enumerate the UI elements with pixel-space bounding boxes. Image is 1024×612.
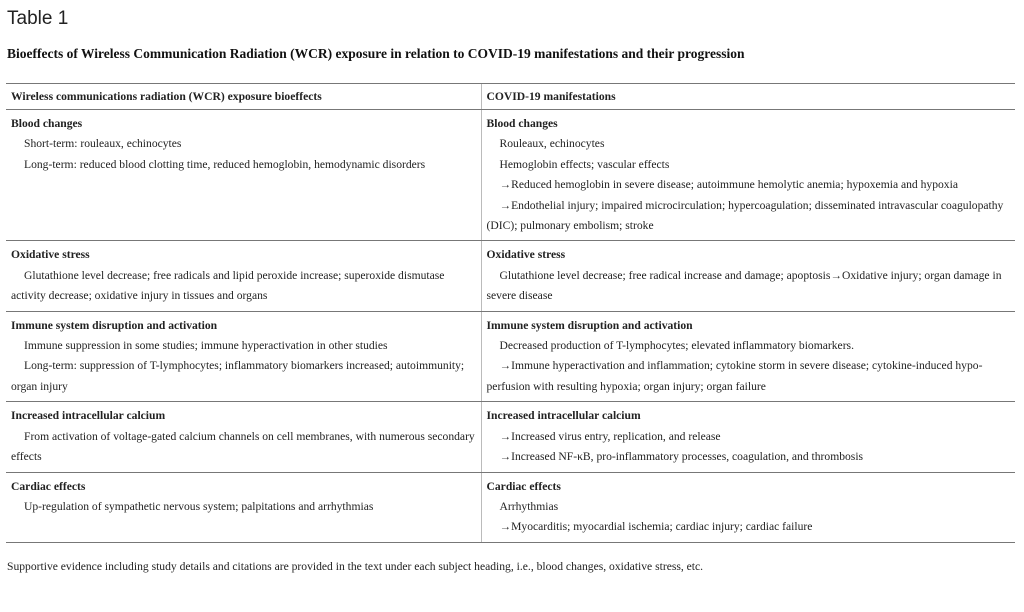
table-row [6, 241, 1015, 311]
cell-line: Rouleaux, echinocytes [499, 137, 605, 151]
wcr-cell [6, 241, 481, 311]
cell-line: →Myocarditis; myocardial ischemia; cardiac injury; cardiac failure [499, 520, 813, 534]
wcr-cell [6, 311, 481, 402]
cell-line: Up-regulation of sympathetic nervous system; palpitations and arrhythmias [24, 499, 374, 513]
table-footnote: Supportive evidence including study details and citations are provided in the text under each subject heading, i.e., blood changes, oxidative stress, etc. [7, 560, 704, 573]
cell-line: →Increased virus entry, replication, and release [499, 429, 721, 443]
column-header-covid: COVID-19 manifestations [481, 84, 1015, 110]
column-header-wcr: Wireless communications radiation (WCR) exposure bioeffects [6, 84, 481, 110]
cell-line: Glutathione level decrease; free radical increase and damage; apoptosis→Oxidative injury; organ damage in severe disease [486, 268, 1002, 303]
section-heading: Increased intracellular calcium [486, 409, 641, 423]
table-row [6, 110, 1015, 241]
cell-line: Decreased production of T-lymphocytes; elevated inflammatory biomarkers. [499, 339, 854, 353]
covid-cell [481, 402, 1015, 472]
table-caption: Bioeffects of Wireless Communication Radiation (WCR) exposure in relation to COVID-19 manifestations and their progression [7, 46, 745, 61]
covid-cell [481, 472, 1015, 542]
cell-line: From activation of voltage-gated calcium channels on cell membranes, with numerous secondary effects [11, 429, 475, 464]
bioeffects-table [6, 83, 1015, 543]
table-label: Table 1 [7, 8, 69, 29]
cell-line: →Immune hyperactivation and inflammation; cytokine storm in severe disease; cytokine-induced hypo-perfusion with resulting hypoxia; organ injury; organ failure [486, 359, 983, 393]
section-heading: Cardiac effects [486, 479, 561, 493]
cell-line: Immune suppression in some studies; immune hyperactivation in other studies [24, 339, 388, 353]
section-heading: Oxidative stress [11, 248, 90, 262]
wcr-cell [6, 472, 481, 542]
cell-line: Long-term: suppression of T-lymphocytes; inflammatory biomarkers increased; autoimmunity; organ injury [11, 359, 465, 393]
section-heading: Blood changes [486, 117, 558, 130]
covid-cell [481, 241, 1015, 311]
table-row [6, 472, 1015, 542]
cell-line: →Endothelial injury; impaired microcirculation; hypercoagulation; disseminated intravascular coagulopathy (DIC); pulmonary embolism; stroke [486, 198, 1004, 233]
cell-line: Glutathione level decrease; free radicals and lipid peroxide increase; superoxide dismutase activity decrease; oxidative injury in tissues and organs [11, 268, 445, 303]
section-heading: Blood changes [11, 117, 83, 130]
covid-cell [481, 311, 1015, 402]
cell-line: →Increased NF-κB, pro-inflammatory processes, coagulation, and thrombosis [499, 450, 864, 464]
cell-line: Hemoglobin effects; vascular effects [499, 157, 670, 171]
header-row [6, 84, 1015, 110]
section-heading: Cardiac effects [11, 479, 86, 493]
cell-line: →Reduced hemoglobin in severe disease; autoimmune hemolytic anemia; hypoxemia and hypoxia [499, 178, 958, 192]
section-heading: Oxidative stress [486, 248, 566, 262]
section-heading: Immune system disruption and activation [11, 318, 218, 332]
table-row [6, 402, 1015, 472]
wcr-cell [6, 110, 481, 241]
wcr-cell [6, 402, 481, 472]
cell-line: Arrhythmias [499, 499, 559, 513]
section-heading: Increased intracellular calcium [11, 409, 166, 423]
covid-cell [481, 110, 1015, 241]
section-heading: Immune system disruption and activation [486, 318, 693, 332]
table-row [6, 311, 1015, 402]
cell-line: Short-term: rouleaux, echinocytes [24, 137, 182, 151]
cell-line: Long-term: reduced blood clotting time, reduced hemoglobin, hemodynamic disorders [24, 157, 426, 171]
